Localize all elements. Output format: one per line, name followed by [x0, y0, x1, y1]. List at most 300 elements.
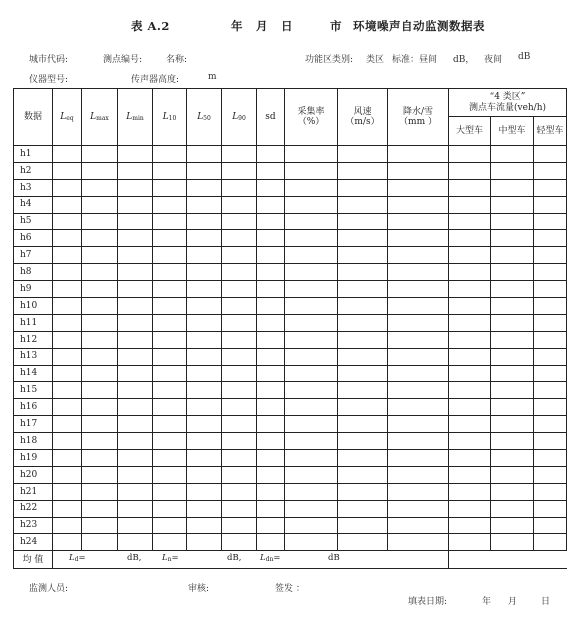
data-cell[interactable] — [82, 450, 118, 467]
data-cell[interactable] — [257, 314, 285, 331]
data-cell[interactable] — [222, 230, 257, 247]
data-cell[interactable] — [449, 382, 491, 399]
data-cell[interactable] — [53, 416, 82, 433]
data-cell[interactable] — [257, 416, 285, 433]
data-cell[interactable] — [53, 466, 82, 483]
data-cell[interactable] — [388, 146, 449, 163]
data-cell[interactable] — [153, 196, 187, 213]
data-cell[interactable] — [491, 382, 534, 399]
data-cell[interactable] — [285, 196, 338, 213]
data-cell[interactable] — [338, 416, 388, 433]
data-cell[interactable] — [534, 213, 567, 230]
data-cell[interactable] — [53, 230, 82, 247]
data-cell[interactable] — [534, 146, 567, 163]
data-cell[interactable] — [222, 500, 257, 517]
data-cell[interactable] — [285, 416, 338, 433]
data-cell[interactable] — [388, 433, 449, 450]
data-cell[interactable] — [449, 365, 491, 382]
data-cell[interactable] — [153, 230, 187, 247]
data-cell[interactable] — [222, 281, 257, 298]
data-cell[interactable] — [491, 146, 534, 163]
data-cell[interactable] — [222, 416, 257, 433]
data-cell[interactable] — [82, 416, 118, 433]
data-cell[interactable] — [82, 433, 118, 450]
data-cell[interactable] — [534, 483, 567, 500]
data-cell[interactable] — [338, 331, 388, 348]
data-cell[interactable] — [285, 399, 338, 416]
data-cell[interactable] — [257, 179, 285, 196]
data-cell[interactable] — [534, 348, 567, 365]
data-cell[interactable] — [53, 298, 82, 315]
data-cell[interactable] — [153, 179, 187, 196]
data-cell[interactable] — [388, 517, 449, 534]
data-cell[interactable] — [338, 146, 388, 163]
data-cell[interactable] — [285, 450, 338, 467]
data-cell[interactable] — [187, 314, 222, 331]
data-cell[interactable] — [491, 314, 534, 331]
data-cell[interactable] — [53, 399, 82, 416]
data-cell[interactable] — [187, 162, 222, 179]
data-cell[interactable] — [187, 298, 222, 315]
data-cell[interactable] — [222, 162, 257, 179]
data-cell[interactable] — [118, 196, 153, 213]
data-cell[interactable] — [82, 517, 118, 534]
data-cell[interactable] — [187, 230, 222, 247]
data-cell[interactable] — [388, 534, 449, 551]
data-cell[interactable] — [338, 365, 388, 382]
data-cell[interactable] — [53, 331, 82, 348]
data-cell[interactable] — [338, 247, 388, 264]
data-cell[interactable] — [338, 264, 388, 281]
data-cell[interactable] — [491, 213, 534, 230]
data-cell[interactable] — [257, 466, 285, 483]
data-cell[interactable] — [187, 213, 222, 230]
data-cell[interactable] — [187, 433, 222, 450]
data-cell[interactable] — [491, 450, 534, 467]
data-cell[interactable] — [257, 213, 285, 230]
data-cell[interactable] — [449, 314, 491, 331]
data-cell[interactable] — [53, 517, 82, 534]
data-cell[interactable] — [388, 213, 449, 230]
data-cell[interactable] — [257, 433, 285, 450]
data-cell[interactable] — [222, 365, 257, 382]
data-cell[interactable] — [153, 281, 187, 298]
data-cell[interactable] — [338, 450, 388, 467]
data-cell[interactable] — [257, 365, 285, 382]
data-cell[interactable] — [285, 365, 338, 382]
data-cell[interactable] — [82, 264, 118, 281]
data-cell[interactable] — [285, 331, 338, 348]
data-cell[interactable] — [222, 433, 257, 450]
data-cell[interactable] — [285, 230, 338, 247]
data-cell[interactable] — [449, 162, 491, 179]
data-cell[interactable] — [222, 247, 257, 264]
data-cell[interactable] — [118, 500, 153, 517]
data-cell[interactable] — [187, 331, 222, 348]
data-cell[interactable] — [257, 382, 285, 399]
data-cell[interactable] — [187, 483, 222, 500]
data-cell[interactable] — [338, 433, 388, 450]
data-cell[interactable] — [534, 534, 567, 551]
data-cell[interactable] — [388, 382, 449, 399]
data-cell[interactable] — [187, 348, 222, 365]
data-cell[interactable] — [82, 196, 118, 213]
data-cell[interactable] — [82, 348, 118, 365]
data-cell[interactable] — [534, 247, 567, 264]
data-cell[interactable] — [338, 382, 388, 399]
data-cell[interactable] — [53, 365, 82, 382]
data-cell[interactable] — [53, 534, 82, 551]
data-cell[interactable] — [449, 281, 491, 298]
data-cell[interactable] — [388, 450, 449, 467]
data-cell[interactable] — [257, 196, 285, 213]
data-cell[interactable] — [491, 483, 534, 500]
data-cell[interactable] — [53, 500, 82, 517]
data-cell[interactable] — [82, 466, 118, 483]
data-cell[interactable] — [285, 213, 338, 230]
data-cell[interactable] — [82, 162, 118, 179]
data-cell[interactable] — [53, 247, 82, 264]
data-cell[interactable] — [153, 517, 187, 534]
data-cell[interactable] — [82, 365, 118, 382]
data-cell[interactable] — [153, 466, 187, 483]
data-cell[interactable] — [534, 382, 567, 399]
data-cell[interactable] — [338, 399, 388, 416]
data-cell[interactable] — [82, 534, 118, 551]
data-cell[interactable] — [187, 196, 222, 213]
data-cell[interactable] — [338, 314, 388, 331]
data-cell[interactable] — [187, 247, 222, 264]
data-cell[interactable] — [153, 382, 187, 399]
data-cell[interactable] — [534, 264, 567, 281]
data-cell[interactable] — [449, 196, 491, 213]
data-cell[interactable] — [285, 146, 338, 163]
data-cell[interactable] — [285, 466, 338, 483]
data-cell[interactable] — [82, 146, 118, 163]
data-cell[interactable] — [82, 399, 118, 416]
data-cell[interactable] — [53, 281, 82, 298]
data-cell[interactable] — [534, 466, 567, 483]
data-cell[interactable] — [388, 399, 449, 416]
data-cell[interactable] — [222, 517, 257, 534]
data-cell[interactable] — [449, 466, 491, 483]
data-cell[interactable] — [285, 179, 338, 196]
data-cell[interactable] — [153, 365, 187, 382]
data-cell[interactable] — [222, 213, 257, 230]
data-cell[interactable] — [118, 450, 153, 467]
data-cell[interactable] — [257, 146, 285, 163]
data-cell[interactable] — [222, 483, 257, 500]
data-cell[interactable] — [153, 213, 187, 230]
data-cell[interactable] — [53, 213, 82, 230]
data-cell[interactable] — [118, 281, 153, 298]
data-cell[interactable] — [187, 416, 222, 433]
data-cell[interactable] — [222, 331, 257, 348]
data-cell[interactable] — [388, 466, 449, 483]
data-cell[interactable] — [285, 534, 338, 551]
data-cell[interactable] — [53, 433, 82, 450]
data-cell[interactable] — [257, 230, 285, 247]
data-cell[interactable] — [491, 230, 534, 247]
data-cell[interactable] — [388, 483, 449, 500]
data-cell[interactable] — [257, 500, 285, 517]
data-cell[interactable] — [222, 399, 257, 416]
data-cell[interactable] — [534, 399, 567, 416]
data-cell[interactable] — [491, 264, 534, 281]
data-cell[interactable] — [257, 331, 285, 348]
data-cell[interactable] — [388, 179, 449, 196]
data-cell[interactable] — [388, 281, 449, 298]
data-cell[interactable] — [153, 399, 187, 416]
data-cell[interactable] — [222, 146, 257, 163]
data-cell[interactable] — [153, 416, 187, 433]
data-cell[interactable] — [187, 450, 222, 467]
data-cell[interactable] — [187, 466, 222, 483]
data-cell[interactable] — [257, 348, 285, 365]
data-cell[interactable] — [534, 298, 567, 315]
data-cell[interactable] — [187, 264, 222, 281]
data-cell[interactable] — [82, 483, 118, 500]
data-cell[interactable] — [534, 196, 567, 213]
data-cell[interactable] — [153, 348, 187, 365]
data-cell[interactable] — [187, 382, 222, 399]
data-cell[interactable] — [257, 450, 285, 467]
data-cell[interactable] — [257, 517, 285, 534]
data-cell[interactable] — [388, 416, 449, 433]
data-cell[interactable] — [491, 162, 534, 179]
data-cell[interactable] — [53, 264, 82, 281]
data-cell[interactable] — [82, 281, 118, 298]
data-cell[interactable] — [388, 365, 449, 382]
data-cell[interactable] — [338, 196, 388, 213]
data-cell[interactable] — [257, 281, 285, 298]
data-cell[interactable] — [53, 179, 82, 196]
data-cell[interactable] — [118, 230, 153, 247]
data-cell[interactable] — [338, 230, 388, 247]
data-cell[interactable] — [257, 162, 285, 179]
data-cell[interactable] — [449, 146, 491, 163]
data-cell[interactable] — [338, 281, 388, 298]
data-cell[interactable] — [153, 534, 187, 551]
data-cell[interactable] — [534, 281, 567, 298]
data-cell[interactable] — [388, 348, 449, 365]
data-cell[interactable] — [338, 534, 388, 551]
data-cell[interactable] — [187, 399, 222, 416]
data-cell[interactable] — [491, 534, 534, 551]
data-cell[interactable] — [338, 162, 388, 179]
data-cell[interactable] — [153, 433, 187, 450]
data-cell[interactable] — [153, 247, 187, 264]
data-cell[interactable] — [491, 365, 534, 382]
data-cell[interactable] — [491, 433, 534, 450]
data-cell[interactable] — [53, 450, 82, 467]
data-cell[interactable] — [118, 348, 153, 365]
data-cell[interactable] — [53, 146, 82, 163]
data-cell[interactable] — [118, 534, 153, 551]
data-cell[interactable] — [118, 213, 153, 230]
data-cell[interactable] — [257, 298, 285, 315]
data-cell[interactable] — [449, 517, 491, 534]
data-cell[interactable] — [82, 247, 118, 264]
data-cell[interactable] — [449, 264, 491, 281]
data-cell[interactable] — [449, 348, 491, 365]
data-cell[interactable] — [449, 433, 491, 450]
data-cell[interactable] — [285, 264, 338, 281]
data-cell[interactable] — [534, 314, 567, 331]
data-cell[interactable] — [118, 247, 153, 264]
data-cell[interactable] — [285, 247, 338, 264]
data-cell[interactable] — [491, 281, 534, 298]
data-cell[interactable] — [449, 534, 491, 551]
data-cell[interactable] — [449, 213, 491, 230]
data-cell[interactable] — [118, 365, 153, 382]
data-cell[interactable] — [388, 314, 449, 331]
data-cell[interactable] — [285, 314, 338, 331]
data-cell[interactable] — [285, 382, 338, 399]
data-cell[interactable] — [118, 466, 153, 483]
data-cell[interactable] — [449, 179, 491, 196]
data-cell[interactable] — [491, 466, 534, 483]
data-cell[interactable] — [153, 450, 187, 467]
data-cell[interactable] — [118, 331, 153, 348]
data-cell[interactable] — [534, 179, 567, 196]
data-cell[interactable] — [222, 264, 257, 281]
data-cell[interactable] — [257, 534, 285, 551]
data-cell[interactable] — [82, 230, 118, 247]
data-cell[interactable] — [534, 365, 567, 382]
data-cell[interactable] — [491, 179, 534, 196]
data-cell[interactable] — [449, 247, 491, 264]
data-cell[interactable] — [338, 298, 388, 315]
data-cell[interactable] — [82, 331, 118, 348]
data-cell[interactable] — [118, 146, 153, 163]
data-cell[interactable] — [187, 281, 222, 298]
data-cell[interactable] — [187, 365, 222, 382]
data-cell[interactable] — [257, 483, 285, 500]
data-cell[interactable] — [388, 264, 449, 281]
data-cell[interactable] — [285, 483, 338, 500]
data-cell[interactable] — [118, 399, 153, 416]
data-cell[interactable] — [82, 179, 118, 196]
data-cell[interactable] — [388, 500, 449, 517]
data-cell[interactable] — [222, 179, 257, 196]
data-cell[interactable] — [118, 179, 153, 196]
data-cell[interactable] — [153, 331, 187, 348]
data-cell[interactable] — [257, 247, 285, 264]
data-cell[interactable] — [449, 500, 491, 517]
data-cell[interactable] — [338, 466, 388, 483]
data-cell[interactable] — [338, 179, 388, 196]
data-cell[interactable] — [534, 450, 567, 467]
data-cell[interactable] — [222, 314, 257, 331]
data-cell[interactable] — [153, 264, 187, 281]
data-cell[interactable] — [388, 230, 449, 247]
data-cell[interactable] — [285, 348, 338, 365]
data-cell[interactable] — [285, 433, 338, 450]
data-cell[interactable] — [82, 298, 118, 315]
data-cell[interactable] — [285, 298, 338, 315]
data-cell[interactable] — [338, 500, 388, 517]
data-cell[interactable] — [449, 399, 491, 416]
data-cell[interactable] — [449, 416, 491, 433]
data-cell[interactable] — [534, 517, 567, 534]
data-cell[interactable] — [449, 450, 491, 467]
data-cell[interactable] — [118, 162, 153, 179]
data-cell[interactable] — [153, 314, 187, 331]
data-cell[interactable] — [82, 213, 118, 230]
data-cell[interactable] — [338, 517, 388, 534]
data-cell[interactable] — [534, 500, 567, 517]
data-cell[interactable] — [257, 399, 285, 416]
data-cell[interactable] — [153, 162, 187, 179]
data-cell[interactable] — [534, 433, 567, 450]
data-cell[interactable] — [222, 534, 257, 551]
data-cell[interactable] — [338, 348, 388, 365]
data-cell[interactable] — [153, 483, 187, 500]
data-cell[interactable] — [187, 179, 222, 196]
data-cell[interactable] — [534, 331, 567, 348]
data-cell[interactable] — [285, 162, 338, 179]
data-cell[interactable] — [118, 382, 153, 399]
data-cell[interactable] — [118, 298, 153, 315]
data-cell[interactable] — [388, 247, 449, 264]
data-cell[interactable] — [118, 264, 153, 281]
data-cell[interactable] — [187, 534, 222, 551]
data-cell[interactable] — [449, 483, 491, 500]
data-cell[interactable] — [449, 331, 491, 348]
data-cell[interactable] — [285, 517, 338, 534]
data-cell[interactable] — [53, 483, 82, 500]
data-cell[interactable] — [388, 196, 449, 213]
data-cell[interactable] — [153, 298, 187, 315]
data-cell[interactable] — [187, 517, 222, 534]
data-cell[interactable] — [491, 517, 534, 534]
data-cell[interactable] — [222, 450, 257, 467]
data-cell[interactable] — [491, 399, 534, 416]
data-cell[interactable] — [388, 331, 449, 348]
data-cell[interactable] — [449, 298, 491, 315]
data-cell[interactable] — [534, 162, 567, 179]
data-cell[interactable] — [53, 314, 82, 331]
data-cell[interactable] — [388, 298, 449, 315]
data-cell[interactable] — [53, 196, 82, 213]
data-cell[interactable] — [187, 500, 222, 517]
data-cell[interactable] — [53, 348, 82, 365]
data-cell[interactable] — [222, 382, 257, 399]
data-cell[interactable] — [53, 382, 82, 399]
data-cell[interactable] — [491, 500, 534, 517]
data-cell[interactable] — [491, 416, 534, 433]
data-cell[interactable] — [338, 213, 388, 230]
data-cell[interactable] — [338, 483, 388, 500]
data-cell[interactable] — [449, 230, 491, 247]
data-cell[interactable] — [491, 247, 534, 264]
data-cell[interactable] — [82, 500, 118, 517]
data-cell[interactable] — [388, 162, 449, 179]
data-cell[interactable] — [257, 264, 285, 281]
data-cell[interactable] — [118, 517, 153, 534]
data-cell[interactable] — [491, 348, 534, 365]
data-cell[interactable] — [82, 382, 118, 399]
data-cell[interactable] — [285, 500, 338, 517]
data-cell[interactable] — [187, 146, 222, 163]
data-cell[interactable] — [118, 314, 153, 331]
data-cell[interactable] — [491, 298, 534, 315]
data-cell[interactable] — [118, 433, 153, 450]
data-cell[interactable] — [153, 500, 187, 517]
data-cell[interactable] — [222, 466, 257, 483]
data-cell[interactable] — [491, 196, 534, 213]
